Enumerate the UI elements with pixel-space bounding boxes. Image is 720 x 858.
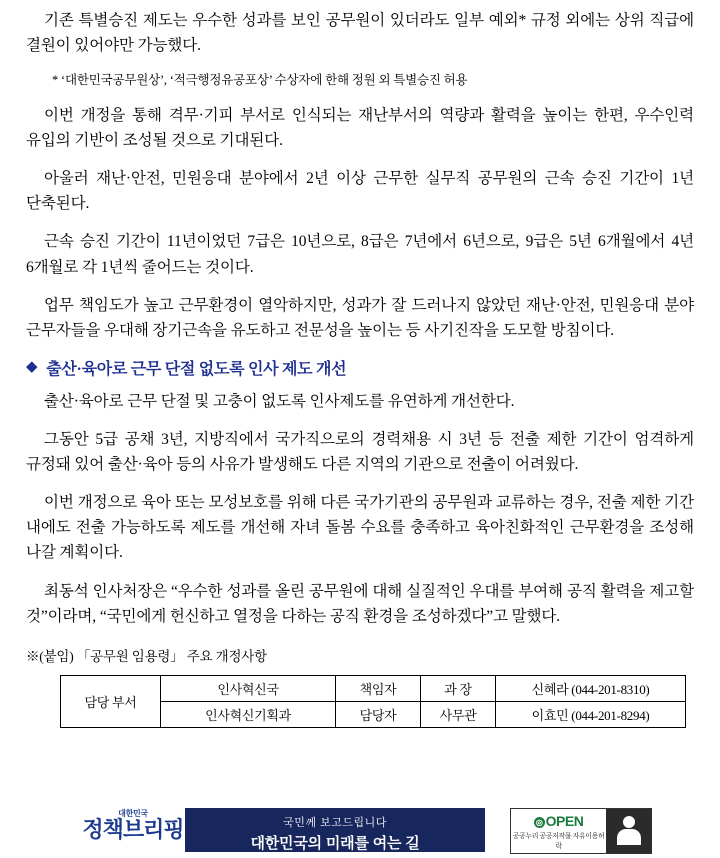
logo-line1: 대한민국 [118,809,148,818]
open-circle-icon: ◎ [534,817,545,828]
banner-line2: 대한민국의 미래를 여는 길 [250,835,420,852]
section-heading [26,356,694,379]
paragraph: 이번 개정으로 육아 또는 모성보호를 위해 다른 국가기관의 공무원과 교류하는 경우, 전출 제한 기간 내에도 전출 가능하도록 제도를 개선해 자녀 돌봄 수요를 충족하고 육아친화적인 근무환경을 조성해 나갈 계획이다. [26,494,694,562]
role-label-cell: 책임자 [336,675,421,701]
logo-line2: 정책브리핑 [82,817,184,843]
paragraph: 그동안 5급 공채 3년, 지방직에서 국가직으로의 경력채용 시 3년 등 전출 제한 기간이 엄격하게 규정돼 있어 출산·육아 등의 사유가 발생해도 다른 지역의 기관으로 전출이 어려웠다. [26,430,694,474]
paragraph: 아울러 재난·안전, 민원응대 분야에서 2년 이상 근무한 실무직 공무원의 근속 승진 기간이 1년 단축된다. [26,170,694,213]
dept-label-cell: 담당 부서 [61,675,161,727]
attachment-note: ※(붙임) 「공무원 임용령」 주요 개정사항 [26,648,267,664]
paragraph: 기존 특별승진 제도는 우수한 성과를 보인 공무원이 있더라도 일부 예외* 규정 외에는 상위 직급에 결원이 있어야만 가능했다. [26,12,694,55]
person-head-icon [623,816,635,828]
paragraph: 근속 승진 기간이 11년이었던 7급은 10년으로, 8급은 7년에서 6년으로, 9급은 5년 6개월에서 4년 6개월로 각 1년씩 줄어드는 것이다. [26,233,694,276]
table-row [61,675,686,701]
position-cell: 과 장 [421,675,496,701]
section-heading-text: 출산·육아로 근무 단절 없도록 인사 제도 개선 [46,360,347,378]
paragraph: 최동석 인사처장은 “우수한 성과를 올린 공무원에 대해 실질적인 우대를 부여해 공직 활력을 제고할 것”이라며, “국민에게 헌신하고 열정을 다하는 공직 환경을 조성하겠다”고 말했다. [26,582,694,625]
footnote: * ‘대한민국공무원상’, ‘적극행정유공포상’ 수상자에 한해 정원 외 특별승진 허용 [52,73,468,88]
page-footer [0,808,720,852]
diamond-bullet-icon: ◆ [26,358,38,375]
person-cell: 이효민 (044-201-8294) [496,701,686,727]
open-title [511,813,606,829]
role-label-cell: 담당자 [336,701,421,727]
policy-briefing-logo [78,810,188,850]
dept-name-cell: 인사혁신국 [161,675,336,701]
position-cell: 사무관 [421,701,496,727]
person-cell: 신혜라 (044-201-8310) [496,675,686,701]
open-license-text [511,809,606,853]
banner-line1: 국민께 보고드립니다 [283,817,387,829]
footer-banner [185,808,485,852]
open-subtitle: 공공누리 공공저작물 자유이용허락 [512,832,605,850]
contact-table [60,675,686,728]
person-silhouette-icon [606,809,651,853]
paragraph: 이번 개정을 통해 격무·기피 부서로 인식되는 재난부서의 역량과 활력을 높이는 한편, 우수인력 유입의 기반이 조성될 것으로 기대된다. [26,106,694,150]
paragraph: 출산·육아로 근무 단절 및 고충이 없도록 인사제도를 유연하게 개선한다. [44,392,515,410]
open-license-mark [510,808,652,854]
paragraph: 업무 책임도가 높고 근무환경이 열악하지만, 성과가 잘 드러나지 않았던 재난·안전, 민원응대 분야 근무자들을 우대해 장기근속을 유도하고 전문성을 높이는 등 사기진작을 도모할 방침이다. [26,296,694,339]
dept-name-cell: 인사혁신기획과 [161,701,336,727]
open-title-text: OPEN [545,813,584,829]
person-body-icon [617,829,641,845]
